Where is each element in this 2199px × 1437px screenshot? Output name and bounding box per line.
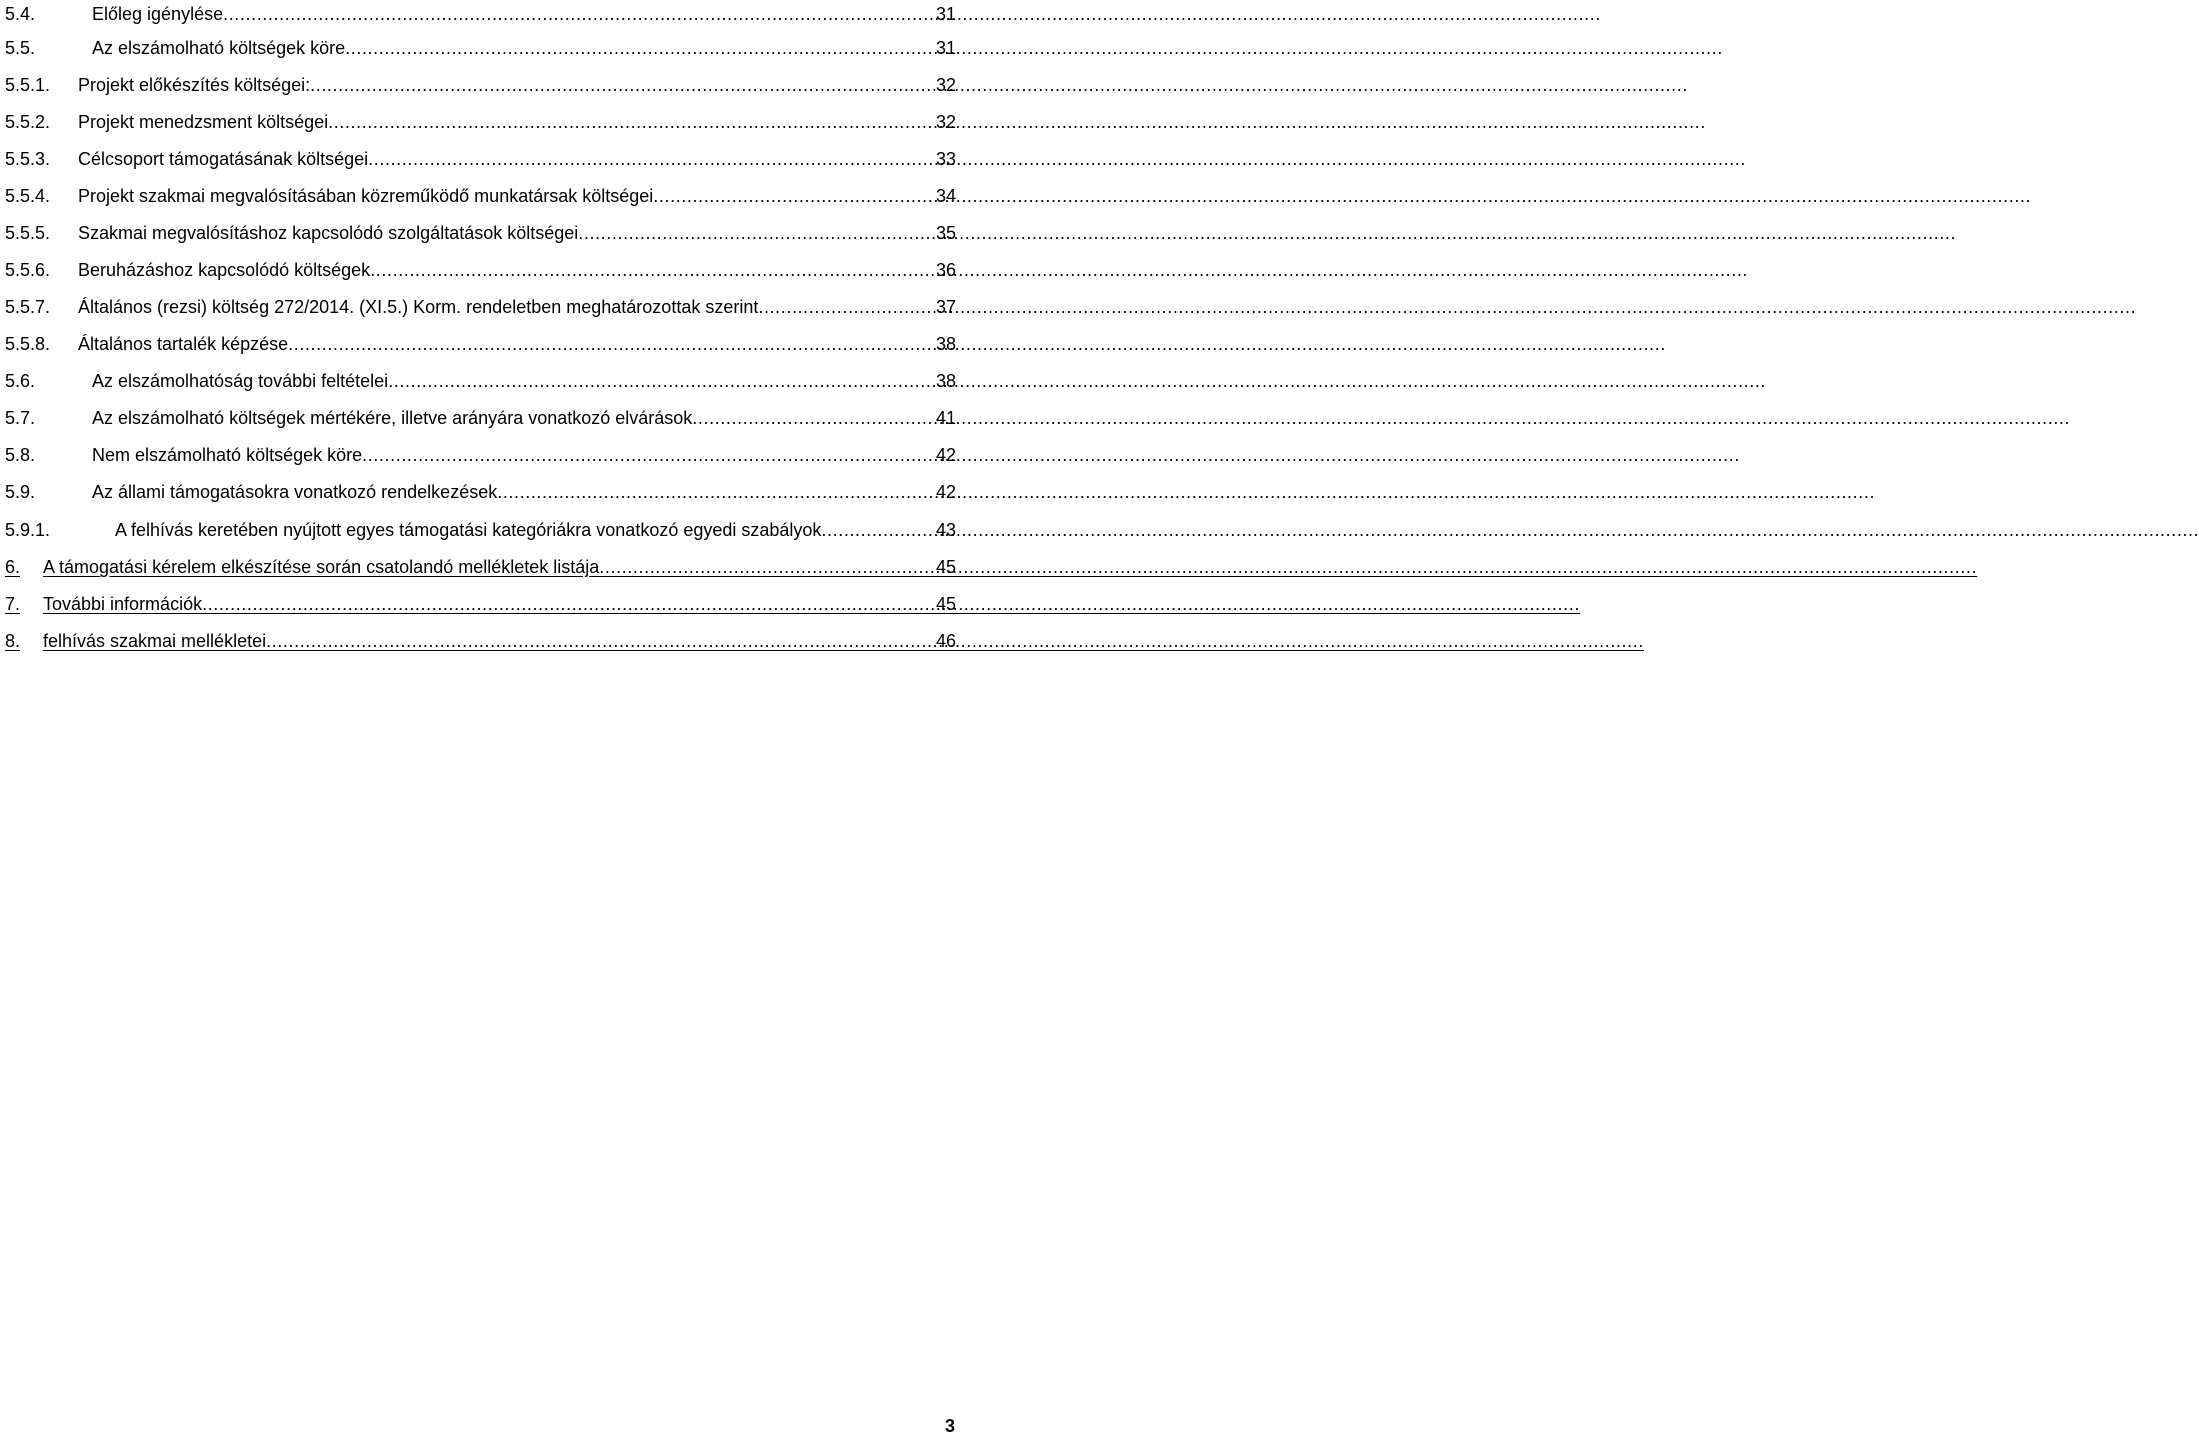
toc-entry[interactable]	[5, 256, 956, 284]
toc-entry-number: 5.5.2.	[5, 112, 51, 132]
toc-dot-leader	[310, 71, 930, 99]
toc-entry-number: 5.5.	[5, 38, 36, 58]
toc-dot-leader	[288, 330, 930, 358]
toc-entry-title: Az elszámolhatóság további feltételei	[92, 371, 389, 391]
toc-entry-title: Az elszámolható költségek mértékére, illetve arányára vonatkozó elvárások	[92, 408, 693, 428]
toc-entry-number: 5.4.	[5, 4, 36, 24]
toc-entry-title: Általános (rezsi) költség 272/2014. (XI.5.) Korm. rendeletben meghatározottak szerint	[78, 297, 759, 317]
toc-entry-number: 5.7.	[5, 408, 36, 428]
toc-entry-number: 7.	[5, 594, 21, 614]
toc-entry-title: Beruházáshoz kapcsolódó költségek	[78, 260, 371, 280]
toc-dot-leader	[821, 516, 930, 544]
toc-entry-page: 42	[935, 445, 956, 465]
toc-dot-leader	[266, 627, 936, 655]
toc-entry-page: 32	[935, 75, 956, 95]
toc-entry[interactable]	[5, 590, 956, 618]
toc-entry-title: Szakmai megvalósításhoz kapcsolódó szolgáltatások költségei	[78, 223, 579, 243]
toc-entry-page: 41	[935, 408, 956, 428]
toc-dot-leader	[328, 108, 930, 136]
toc-entry[interactable]	[5, 441, 956, 469]
toc-entry[interactable]	[5, 34, 956, 62]
toc-dot-leader	[370, 256, 930, 284]
toc-entry[interactable]	[5, 367, 956, 395]
toc-entry-title: Célcsoport támogatásának költségei	[78, 149, 369, 169]
toc-entry-title: Projekt előkészítés költségei:	[78, 75, 311, 95]
toc-entry-page: 34	[935, 186, 956, 206]
toc-entry-page: 46	[935, 631, 956, 651]
toc-entry[interactable]	[5, 330, 956, 358]
toc-entry-number: 5.5.7.	[5, 297, 51, 317]
toc-entry-page: 33	[935, 149, 956, 169]
toc-entry-page: 31	[935, 4, 956, 24]
toc-entry-number: 5.6.	[5, 371, 36, 391]
toc-entry-title: Projekt szakmai megvalósításában közreműködő munkatársak költségei	[78, 186, 654, 206]
toc-entry-title: felhívás szakmai mellékletei	[43, 631, 267, 651]
toc-entry-page: 37	[935, 297, 956, 317]
toc-entry-title: Az elszámolható költségek köre	[92, 38, 346, 58]
toc-dot-leader	[362, 441, 930, 469]
toc-dot-leader	[497, 478, 930, 506]
toc-entry-number: 6.	[5, 557, 21, 577]
toc-entry-number: 5.5.3.	[5, 149, 51, 169]
toc-entry-page: 35	[935, 223, 956, 243]
toc-entry-title: A felhívás keretében nyújtott egyes támogatási kategóriákra vonatkozó egyedi szabályok	[115, 520, 822, 540]
toc-dot-leader	[692, 404, 930, 432]
toc-entry[interactable]	[5, 293, 956, 321]
toc-entry-number: 5.5.5.	[5, 223, 51, 243]
toc-dot-leader	[578, 219, 930, 247]
toc-entry[interactable]	[5, 219, 956, 247]
toc-entry-page: 38	[935, 334, 956, 354]
toc-entry-page: 43	[935, 520, 956, 540]
toc-entry[interactable]	[5, 516, 956, 544]
toc-entry[interactable]	[5, 404, 956, 432]
toc-entry-title: Előleg igénylése	[92, 4, 224, 24]
toc-entry[interactable]	[5, 108, 956, 136]
toc-dot-leader	[758, 293, 930, 321]
toc-entry-page: 45	[935, 557, 956, 577]
toc-entry-page: 31	[935, 38, 956, 58]
toc-entry-number: 5.9.	[5, 482, 36, 502]
toc-dot-leader	[599, 553, 936, 581]
toc-entry-title: Projekt menedzsment költségei	[78, 112, 329, 132]
toc-entry-number: 5.5.8.	[5, 334, 51, 354]
toc-entry-page: 38	[935, 371, 956, 391]
toc-entry[interactable]	[5, 182, 956, 210]
toc-entry-title: A támogatási kérelem elkészítése során csatolandó mellékletek listája	[43, 557, 600, 577]
page-number: 3	[944, 1416, 955, 1436]
toc-dot-leader	[388, 367, 930, 395]
toc-entry[interactable]	[5, 553, 956, 581]
toc-entry[interactable]	[5, 478, 956, 506]
toc-dot-leader	[223, 0, 930, 28]
toc-entry[interactable]	[5, 145, 956, 173]
toc-entry-number: 5.5.6.	[5, 260, 51, 280]
toc-entry-title: Az állami támogatásokra vonatkozó rendelkezések	[92, 482, 498, 502]
toc-dot-leader	[345, 34, 930, 62]
toc-entry-number: 5.5.1.	[5, 75, 51, 95]
toc-entry[interactable]	[5, 71, 956, 99]
toc-dot-leader	[368, 145, 930, 173]
toc-entry-page: 45	[935, 594, 956, 614]
toc-entry[interactable]	[5, 0, 956, 28]
toc-entry-title: Nem elszámolható költségek köre	[92, 445, 363, 465]
toc-entry-page: 32	[935, 112, 956, 132]
toc-entry-page: 42	[935, 482, 956, 502]
toc-dot-leader	[202, 590, 936, 618]
toc-entry-title: További információk	[43, 594, 203, 614]
toc-entry-title: Általános tartalék képzése	[78, 334, 289, 354]
toc-entry-page: 36	[935, 260, 956, 280]
toc-entry-number: 5.8.	[5, 445, 36, 465]
toc-entry[interactable]	[5, 627, 956, 655]
toc-dot-leader	[653, 182, 930, 210]
toc-entry-number: 5.5.4.	[5, 186, 51, 206]
toc-entry-number: 8.	[5, 631, 21, 651]
toc-entry-number: 5.9.1.	[5, 520, 51, 540]
